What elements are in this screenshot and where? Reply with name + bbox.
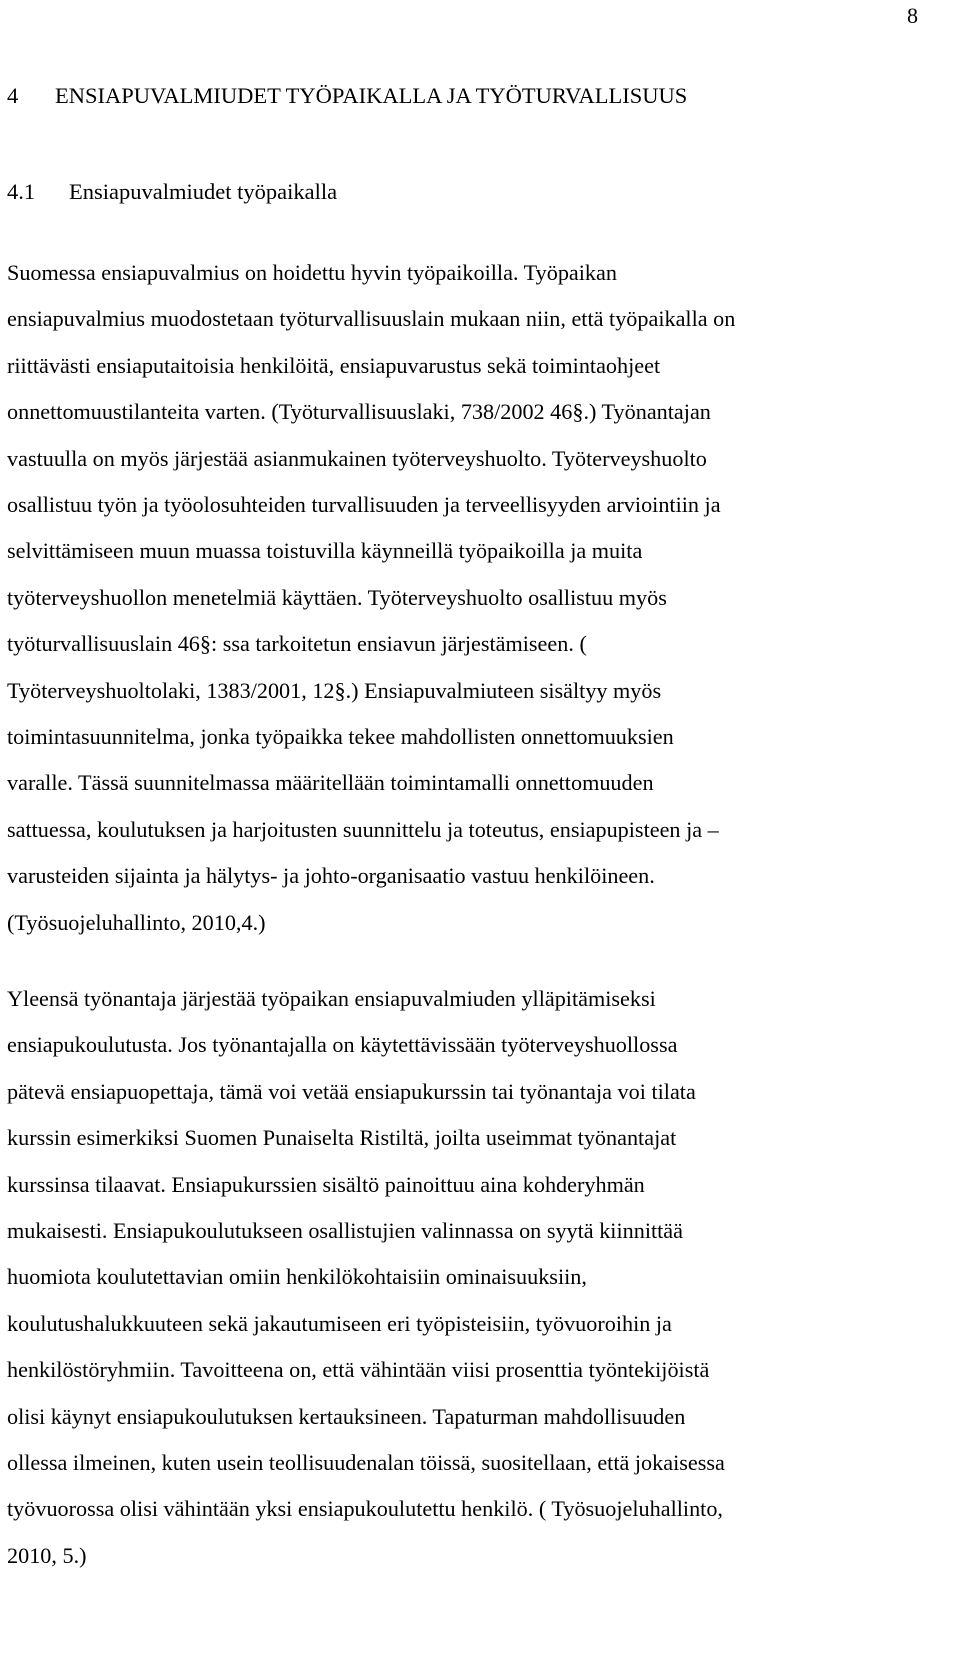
paragraph-line: Yleensä työnantaja järjestää työpaikan ensiapuvalmiuden ylläpitämiseksi bbox=[7, 986, 656, 1011]
paragraph-line: riittävästi ensiaputaitoisia henkilöitä, ensiapuvarustus sekä toimintaohjeet bbox=[7, 352, 661, 378]
paragraph-line: ensiapukoulutusta. Jos työnantajalla on käytettävissään työterveyshuollossa bbox=[7, 1032, 678, 1058]
paragraph-line: pätevä ensiapuopettaja, tämä voi vetää ensiapukurssin tai työnantaja voi tilata bbox=[7, 1078, 696, 1104]
paragraph-line: mukaisesti. Ensiapukoulutukseen osallistujien valinnassa on syytä kiinnittää bbox=[7, 1218, 684, 1244]
paragraph-line: toimintasuunnitelma, jonka työpaikka tekee mahdollisten onnettomuuksien bbox=[7, 724, 674, 750]
paragraph-line: (Työsuojeluhallinto, 2010,4.) bbox=[7, 909, 266, 935]
paragraph-line: osallistuu työn ja työolosuhteiden turvallisuuden ja terveellisyyden arviointiin ja bbox=[7, 492, 721, 518]
paragraph-line: varalle. Tässä suunnitelmassa määritellään toimintamalli onnettomuuden bbox=[7, 770, 654, 796]
paragraph-line: henkilöstöryhmiin. Tavoitteena on, että vähintään viisi prosenttia työntekijöistä bbox=[7, 1357, 710, 1383]
paragraph-line: ollessa ilmeinen, kuten usein teollisuudenalan töissä, suositellaan, että jokaisessa bbox=[7, 1450, 725, 1476]
paragraph-line: Työterveyshuoltolaki, 1383/2001, 12§.) Ensiapuvalmiuteen sisältyy myös bbox=[7, 677, 662, 703]
page-number: 8 bbox=[907, 3, 918, 28]
chapter-heading bbox=[7, 80, 687, 112]
paragraph-line: olisi käynyt ensiapukoulutuksen kertauksineen. Tapaturman mahdollisuuden bbox=[7, 1403, 686, 1429]
paragraph-line: Suomessa ensiapuvalmius on hoidettu hyvin työpaikoilla. Työpaikan bbox=[7, 260, 617, 285]
paragraph-line: kurssinsa tilaavat. Ensiapukurssien sisältö painoittuu aina kohderyhmän bbox=[7, 1171, 645, 1197]
paragraph-line: työvuorossa olisi vähintään yksi ensiapukoulutettu henkilö. ( Työsuojeluhallinto, bbox=[7, 1496, 723, 1522]
section-heading bbox=[7, 176, 337, 208]
paragraph-line: kurssin esimerkiksi Suomen Punaiselta Ristiltä, joilta useimmat työnantajat bbox=[7, 1125, 677, 1151]
paragraph-first-aid-readiness bbox=[7, 250, 907, 946]
chapter-number: 4 bbox=[7, 83, 19, 108]
section-title: Ensiapuvalmiudet työpaikalla bbox=[69, 179, 338, 204]
paragraph-line: onnettomuustilanteita varten. (Työturvallisuuslaki, 738/2002 46§.) Työnantajan bbox=[7, 399, 711, 425]
paragraph-line: koulutushalukkuuteen sekä jakautumiseen eri työpisteisiin, työvuoroihin ja bbox=[7, 1310, 672, 1336]
paragraph-line: 2010, 5.) bbox=[7, 1542, 87, 1568]
paragraph-line: huomiota koulutettavian omiin henkilökohtaisiin ominaisuuksiin, bbox=[7, 1264, 587, 1290]
paragraph-line: työterveyshuollon menetelmiä käyttäen. Työterveyshuolto osallistuu myös bbox=[7, 584, 667, 610]
paragraph-line: ensiapuvalmius muodostetaan työturvallisuuslain mukaan niin, että työpaikalla on bbox=[7, 306, 736, 332]
section-number: 4.1 bbox=[7, 179, 36, 204]
paragraph-line: sattuessa, koulutuksen ja harjoitusten suunnittelu ja toteutus, ensiapupisteen ja – bbox=[7, 816, 719, 842]
paragraph-line: selvittämiseen muun muassa toistuvilla käynneillä työpaikoilla ja muita bbox=[7, 538, 643, 564]
chapter-title: ENSIAPUVALMIUDET TYÖPAIKALLA JA TYÖTURVALLISUUS bbox=[55, 83, 688, 108]
paragraph-first-aid-training bbox=[7, 976, 907, 1579]
paragraph-line: vastuulla on myös järjestää asianmukainen työterveyshuolto. Työterveyshuolto bbox=[7, 445, 707, 471]
paragraph-line: työturvallisuuslain 46§: ssa tarkoitetun ensiavun järjestämiseen. ( bbox=[7, 631, 587, 657]
paragraph-line: varusteiden sijainta ja hälytys- ja johto-organisaatio vastuu henkilöineen. bbox=[7, 863, 655, 889]
